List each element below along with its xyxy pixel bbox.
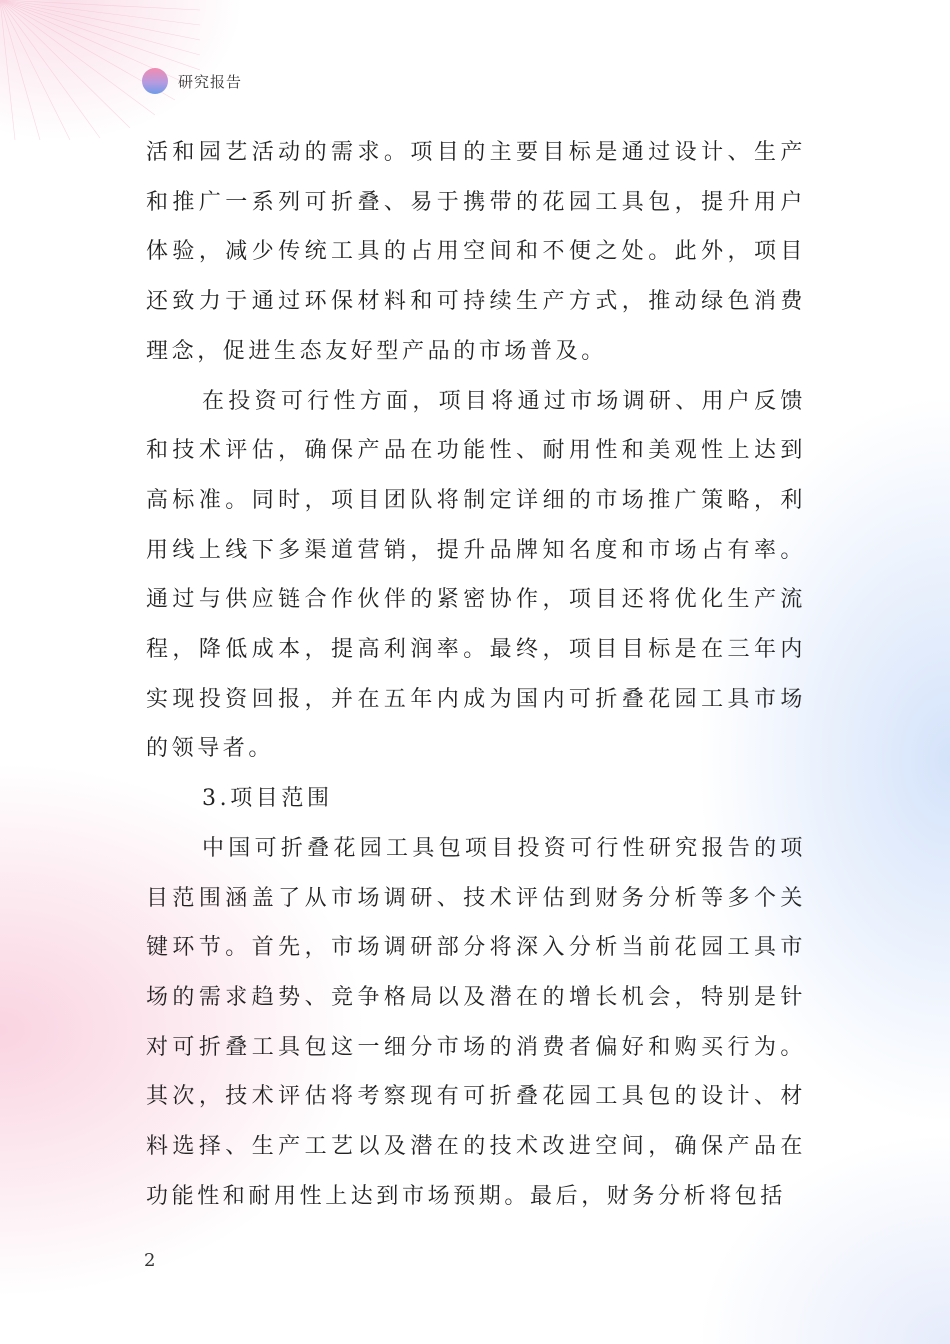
logo-circle-icon <box>142 68 168 94</box>
page-header <box>142 66 242 96</box>
paragraph-feasibility: 在投资可行性方面，项目将通过市场调研、用户反馈和技术评估，确保产品在功能性、耐用性和美观性上达到高标准。同时，项目团队将制定详细的市场推广策略，利用线上线下多渠道营销，提升品牌知名度和市场占有率。通过与供应链合作伙伴的紧密协作，项目还将优化生产流程，降低成本，提高利润率。最终，项目目标是在三年内实现投资回报，并在五年内成为国内可折叠花园工具市场的领导者。 <box>146 388 806 762</box>
paragraph-scope: 中国可折叠花园工具包项目投资可行性研究报告的项目范围涵盖了从市场调研、技术评估到财务分析等多个关键环节。首先，市场调研部分将深入分析当前花园工具市场的需求趋势、竞争格局以及潜在的增长机会，特别是针对可折叠工具包这一细分市场的消费者偏好和购买行为。其次，技术评估将考察现有可折叠花园工具包的设计、材料选择、生产工艺以及潜在的技术改进空间，确保产品在功能性和耐用性上达到市场预期。最后，财务分析将包括 <box>146 835 806 1209</box>
section-heading: 3.项目范围 <box>202 786 333 812</box>
document-body <box>146 128 806 1221</box>
header-title: 研究报告 <box>178 72 243 91</box>
page-number: 2 <box>144 1250 156 1271</box>
paragraph-continued: 活和园艺活动的需求。项目的主要目标是通过设计、生产和推广一系列可折叠、易于携带的花园工具包，提升用户体验，减少传统工具的占用空间和不便之处。此外，项目还致力于通过环保材料和可持续生产方式，推动绿色消费理念，促进生态友好型产品的市场普及。 <box>146 140 806 364</box>
